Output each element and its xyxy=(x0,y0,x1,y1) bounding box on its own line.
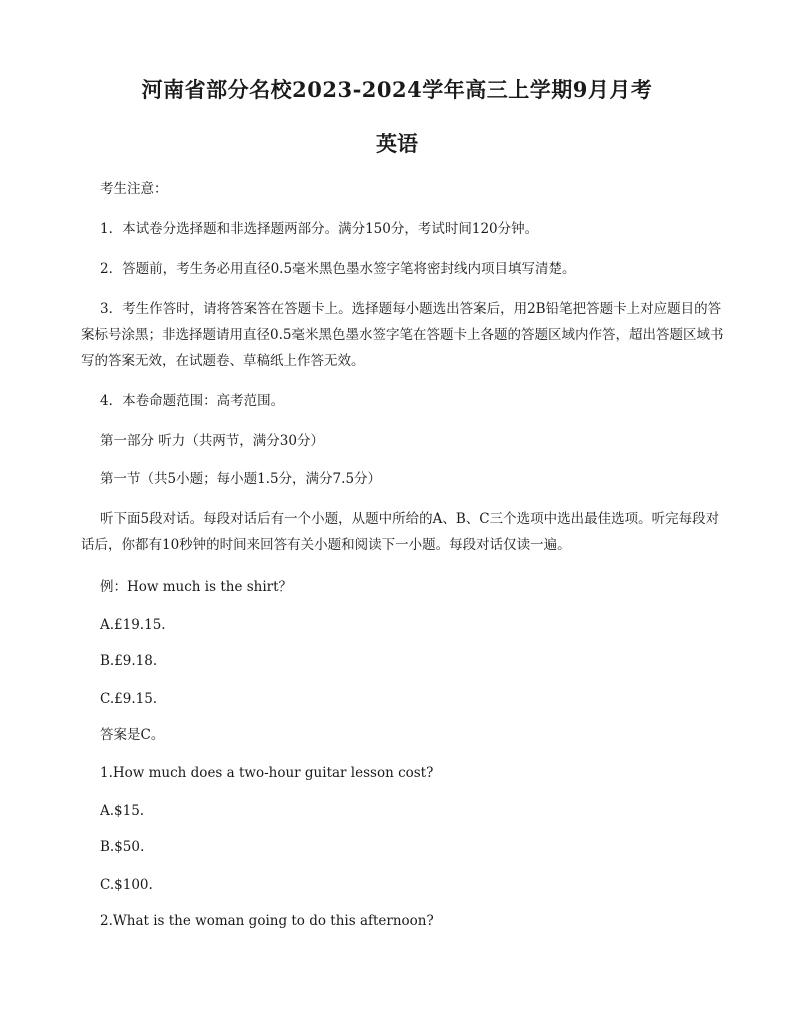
notice-item-3 xyxy=(81,296,724,374)
section-1-heading: 第一节（共5小题；每小题1.5分，满分7.5分） xyxy=(100,471,382,487)
question-1-option-a: A.$15. xyxy=(100,803,145,819)
notice-item-3-line-3: 写的答案无效，在试题卷、草稿纸上作答无效。 xyxy=(81,353,365,369)
part-1-heading: 第一部分 听力（共两节，满分30分） xyxy=(100,433,324,449)
example-option-b: B.£9.18. xyxy=(100,653,158,669)
notice-item-3-line-2: 案标号涂黑；非选择题请用直径0.5毫米黑色墨水签字笔在答题卡上各题的答题区域内作答，超出答题区域书 xyxy=(81,327,724,343)
listening-instructions xyxy=(81,506,722,558)
notice-item-1: 1．本试卷分选择题和非选择题两部分。满分150分，考试时间120分钟。 xyxy=(100,221,539,237)
exam-subject: 英语 xyxy=(376,131,418,156)
example-question: 例：How much is the shirt？ xyxy=(100,579,293,595)
question-2: 2.What is the woman going to do this afternoon? xyxy=(100,913,434,929)
notice-heading: 考生注意： xyxy=(100,181,168,197)
question-1-option-c: C.$100. xyxy=(100,877,153,893)
notice-item-4: 4．本卷命题范围：高考范围。 xyxy=(100,393,285,409)
notice-item-3-line-1: 3．考生作答时，请将答案答在答题卡上。选择题每小题选出答案后，用2B铅笔把答题卡上对应题目的答 xyxy=(100,301,722,317)
example-option-a: A.£19.15. xyxy=(100,617,166,633)
example-option-c: C.£9.15. xyxy=(100,691,158,707)
instructions-line-1: 听下面5段对话。每段对话后有一个小题，从题中所给的A、B、C三个选项中选出最佳选项。听完每段对 xyxy=(100,511,720,527)
instructions-line-2: 话后，你都有10秒钟的时间来回答有关小题和阅读下一小题。每段对话仅读一遍。 xyxy=(81,537,571,553)
question-1: 1.How much does a two-hour guitar lesson cost? xyxy=(100,765,434,781)
example-answer: 答案是C。 xyxy=(100,727,165,743)
notice-item-2: 2．答题前，考生务必用直径0.5毫米黑色墨水签字笔将密封线内项目填写清楚。 xyxy=(100,261,576,277)
exam-title: 河南省部分名校2023-2024学年高三上学期9月月考 xyxy=(141,77,653,102)
question-1-option-b: B.$50. xyxy=(100,839,145,855)
